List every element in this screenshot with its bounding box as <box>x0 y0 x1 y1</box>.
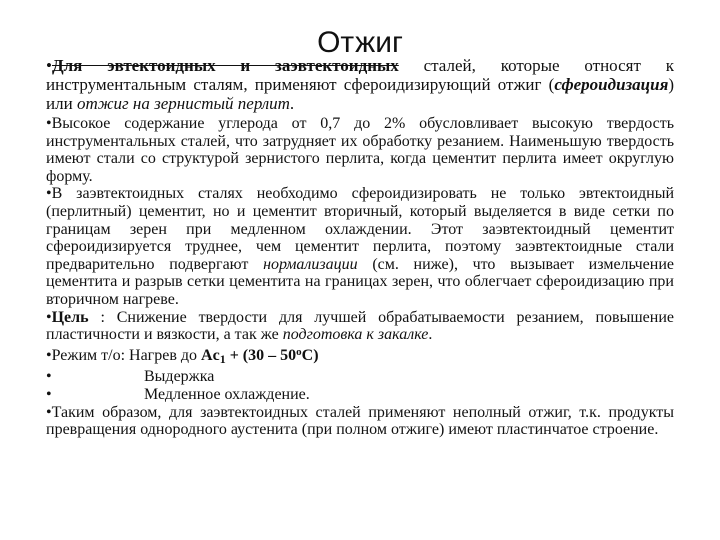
paragraph-text: сталей, которые относят к инструментальным сталям, применяют сфероидизирующий отжиг ( <box>46 56 674 94</box>
list-item-text: Медленное охлаждение. <box>144 385 310 403</box>
bullet: • <box>46 308 52 326</box>
goal-label: Цель <box>51 308 89 326</box>
bullet: • <box>46 56 52 75</box>
term-spheroidization: сфероидизация <box>554 75 669 94</box>
paragraph-text: ) или <box>46 75 674 113</box>
slide-title: Отжиг <box>317 26 403 59</box>
degree-sign: o <box>296 345 302 358</box>
term-hardening-prep: подготовка к закалке <box>282 326 429 344</box>
paragraph-text: : Снижение твердости для лучшей обрабатываемости резанием, повышение пластичности и вязкости, а так же <box>46 308 674 344</box>
paragraph-text: •Режим т/о: Нагрев до <box>46 346 202 364</box>
list-item-text: Выдержка <box>144 368 215 386</box>
list-item-hold <box>46 368 674 386</box>
bullet: • <box>46 385 52 403</box>
list-item-cooling <box>46 386 674 404</box>
paragraph-conclusion: •Таким образом, для заэвтектоидных сталей применяют неполный отжиг, т.к. продукты превращения однородного аустенита (при полном отжиге) имеют пластинчатое строение. <box>46 403 674 439</box>
ac1-formula <box>201 347 319 364</box>
formula-text: + (30 – 50 <box>225 346 297 364</box>
bold-intro: Для эвтектоидных и заэвтектоидных <box>51 56 399 75</box>
paragraph-hardness: •Высокое содержание углерода от 0,7 до 2% обусловливает высокую твердость инструментальных сталей, что затрудняет их обработку резанием. Наименьшую твердость имеют стали со структурой зернистого перлита, когда цементит перлита имеет округлую форму. <box>46 115 674 185</box>
paragraph-hypereutectoid <box>46 185 674 308</box>
slide-body <box>46 56 674 439</box>
paragraph-text: . <box>289 94 295 113</box>
paragraph-heat-mode <box>46 344 674 369</box>
term-granular-pearlite: отжиг на зернистый перлит <box>76 94 290 113</box>
paragraph-goal <box>46 309 674 344</box>
ac-symbol: Ac <box>201 346 220 364</box>
ac-subscript: 1 <box>219 351 226 366</box>
formula-text: C) <box>301 346 319 364</box>
paragraph-text: (см. ниже), что вызывает измельчение цементита и разрыв сетки цементита на границах зерен, что облегчает сфероидизацию при вторичном нагреве. <box>46 255 674 308</box>
paragraph-spheroidization <box>46 56 674 113</box>
paragraph-text: . <box>428 326 433 344</box>
bullet: • <box>46 368 52 386</box>
paragraph-text: •В заэвтектоидных сталях необходимо сфероидизировать не только эвтектоидный (перлитный) цементит, но и цементит вторичный, который выделяется в виде сетки по границам зерен при медленном охлаждении. Этот заэвтектоидный цементит сфероидизируется труднее, чем цементит перлита, поэтому заэвтектоидные стали предварительно подвергают <box>46 185 674 273</box>
term-normalization: нормализации <box>263 255 358 273</box>
